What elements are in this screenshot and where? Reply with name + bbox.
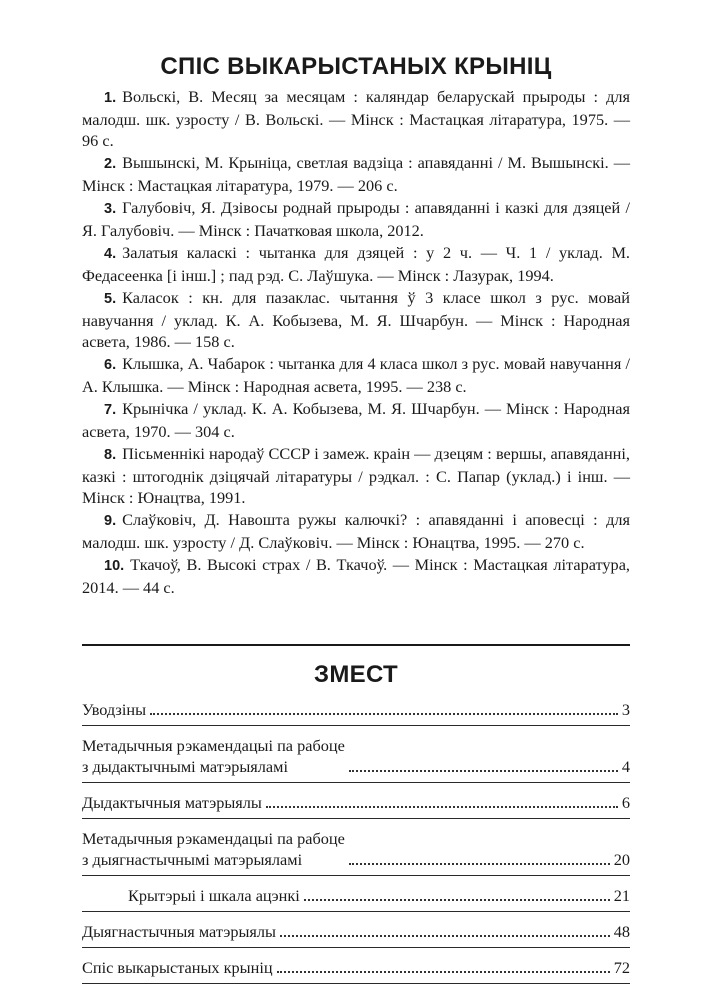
references-list [82,86,630,599]
reference-item [82,554,630,598]
reference-item [82,242,630,286]
reference-item [82,443,630,508]
dot-leader [266,806,618,808]
reference-number: 6. [104,357,117,373]
toc-page-number: 48 [613,922,630,941]
toc-entry-didactic-recommendations[interactable] [82,734,630,783]
reference-number: 5. [104,291,117,307]
reference-number: 10. [104,558,125,574]
reference-item [82,197,630,241]
toc-page-number: 4 [621,757,630,776]
references-heading: СПІС ВЫКАРЫСТАНЫХ КРЫНІЦ [160,53,552,80]
toc-page-number: 21 [613,886,630,905]
dot-leader [349,863,610,865]
dot-leader [304,899,610,901]
reference-item [82,287,630,352]
reference-item [82,398,630,442]
reference-number: 3. [104,201,117,217]
reference-item [82,152,630,196]
toc-entry-title: Спіс выкарыстаных крыніц [82,958,273,977]
toc-entry-title-line: з дыдактычнымі матэрыяламі [82,757,288,776]
toc-entry-diagnostic-recommendations[interactable] [82,827,630,876]
toc-entry-title [82,735,345,777]
reference-number: 4. [104,246,117,262]
section-divider [82,644,630,646]
toc-entry-didactic-materials[interactable] [82,791,630,819]
reference-text: Вышынскі, М. Крыніца, светлая вадзіца : апавяданні / М. Вышынскі. — Мінск : Мастацкая літаратура, 1979. — 206 с. [82,153,630,195]
toc-entry-title: Дыягнастычныя матэрыялы [82,922,276,941]
reference-number: 1. [104,90,117,106]
toc-page-number: 72 [613,958,630,977]
contents-heading: ЗМЕСТ [314,661,398,688]
toc-page-number: 6 [621,793,630,812]
toc-entry-title: Крытэрыі і шкала ацэнкі [128,886,300,905]
toc-entry-title: Дыдактычныя матэрыялы [82,793,262,812]
reference-text: Галубовіч, Я. Дзівосы роднай прыроды : апавяданні і казкі для дзяцей / Я. Галубовіч. — Мінск : Пачатковая школа, 2012. [82,198,630,240]
reference-item [82,509,630,553]
reference-text: Каласок : кн. для пазаклас. чытання ў 3 класе школ з рус. мовай навучання / уклад. К. А. Кобызева, М. Я. Шчарбун. — Мінск : Народная асвета, 1986. — 158 с. [82,288,630,351]
toc-entry-criteria[interactable] [82,884,630,912]
reference-text: Слаўковіч, Д. Навошта ружы калючкі? : апавяданні і аповесці : для малодш. шк. узросту / Д. Слаўковіч. — Мінск : Юнацтва, 1995. — 270 с. [82,510,630,552]
dot-leader [349,770,618,772]
reference-number: 9. [104,513,117,529]
reference-text: Ткачоў, В. Высокі страх / В. Ткачоў. — Мінск : Мастацкая літаратура, 2014. — 44 с. [82,555,630,597]
dot-leader [150,713,618,715]
reference-number: 8. [104,447,117,463]
toc-page-number: 20 [613,850,630,869]
reference-text: Крынічка / уклад. К. А. Кобызева, М. Я. Шчарбун. — Мінск : Народная асвета, 1970. — 304 с. [82,399,630,441]
reference-text: Пісьменнікі народаў СССР і замеж. краін — дзецям : вершы, апавяданні, казкі : штогоднік дзіцячай літаратуры / рэдкал. : С. Папар (уклад.) і інш. — Мінск : Юнацтва, 1991. [82,444,630,507]
toc-entry-diagnostic-materials[interactable] [82,920,630,948]
toc-page-number: 3 [621,700,630,719]
reference-text: Залатыя каласкі : чытанка для дзяцей : у 2 ч. — Ч. 1 / уклад. М. Федасеенка [і інш.] ; пад рэд. С. Лаўшука. — Мінск : Лазурак, 1994. [82,243,630,285]
dot-leader [277,971,610,973]
toc-entry-title-line: Метадычныя рэкамендацыі па рабоце [82,829,345,848]
reference-number: 2. [104,156,117,172]
toc-entry-introduction[interactable] [82,698,630,726]
book-page [82,0,630,1001]
reference-text: Вольскі, В. Месяц за месяцам : каляндар беларускай прыроды : для малодш. шк. узросту / В. Вольскі. — Мінск : Мастацкая літаратура, 1975. — 96 с. [82,87,630,150]
toc-entry-title [82,828,345,870]
reference-number: 7. [104,402,117,418]
toc-entry-title-line: з дыягнастычнымі матэрыяламі [82,850,303,869]
toc-entry-references[interactable] [82,956,630,984]
reference-item [82,353,630,397]
toc-entry-title: Уводзіны [82,700,147,719]
dot-leader [280,935,610,937]
reference-item [82,86,630,151]
toc-entry-title-line: Метадычныя рэкамендацыі па рабоце [82,736,345,755]
table-of-contents [82,698,630,984]
reference-text: Клышка, А. Чабарок : чытанка для 4 класа школ з рус. мовай навучання / А. Клышка. — Мінск : Народная асвета, 1995. — 238 с. [82,354,630,396]
